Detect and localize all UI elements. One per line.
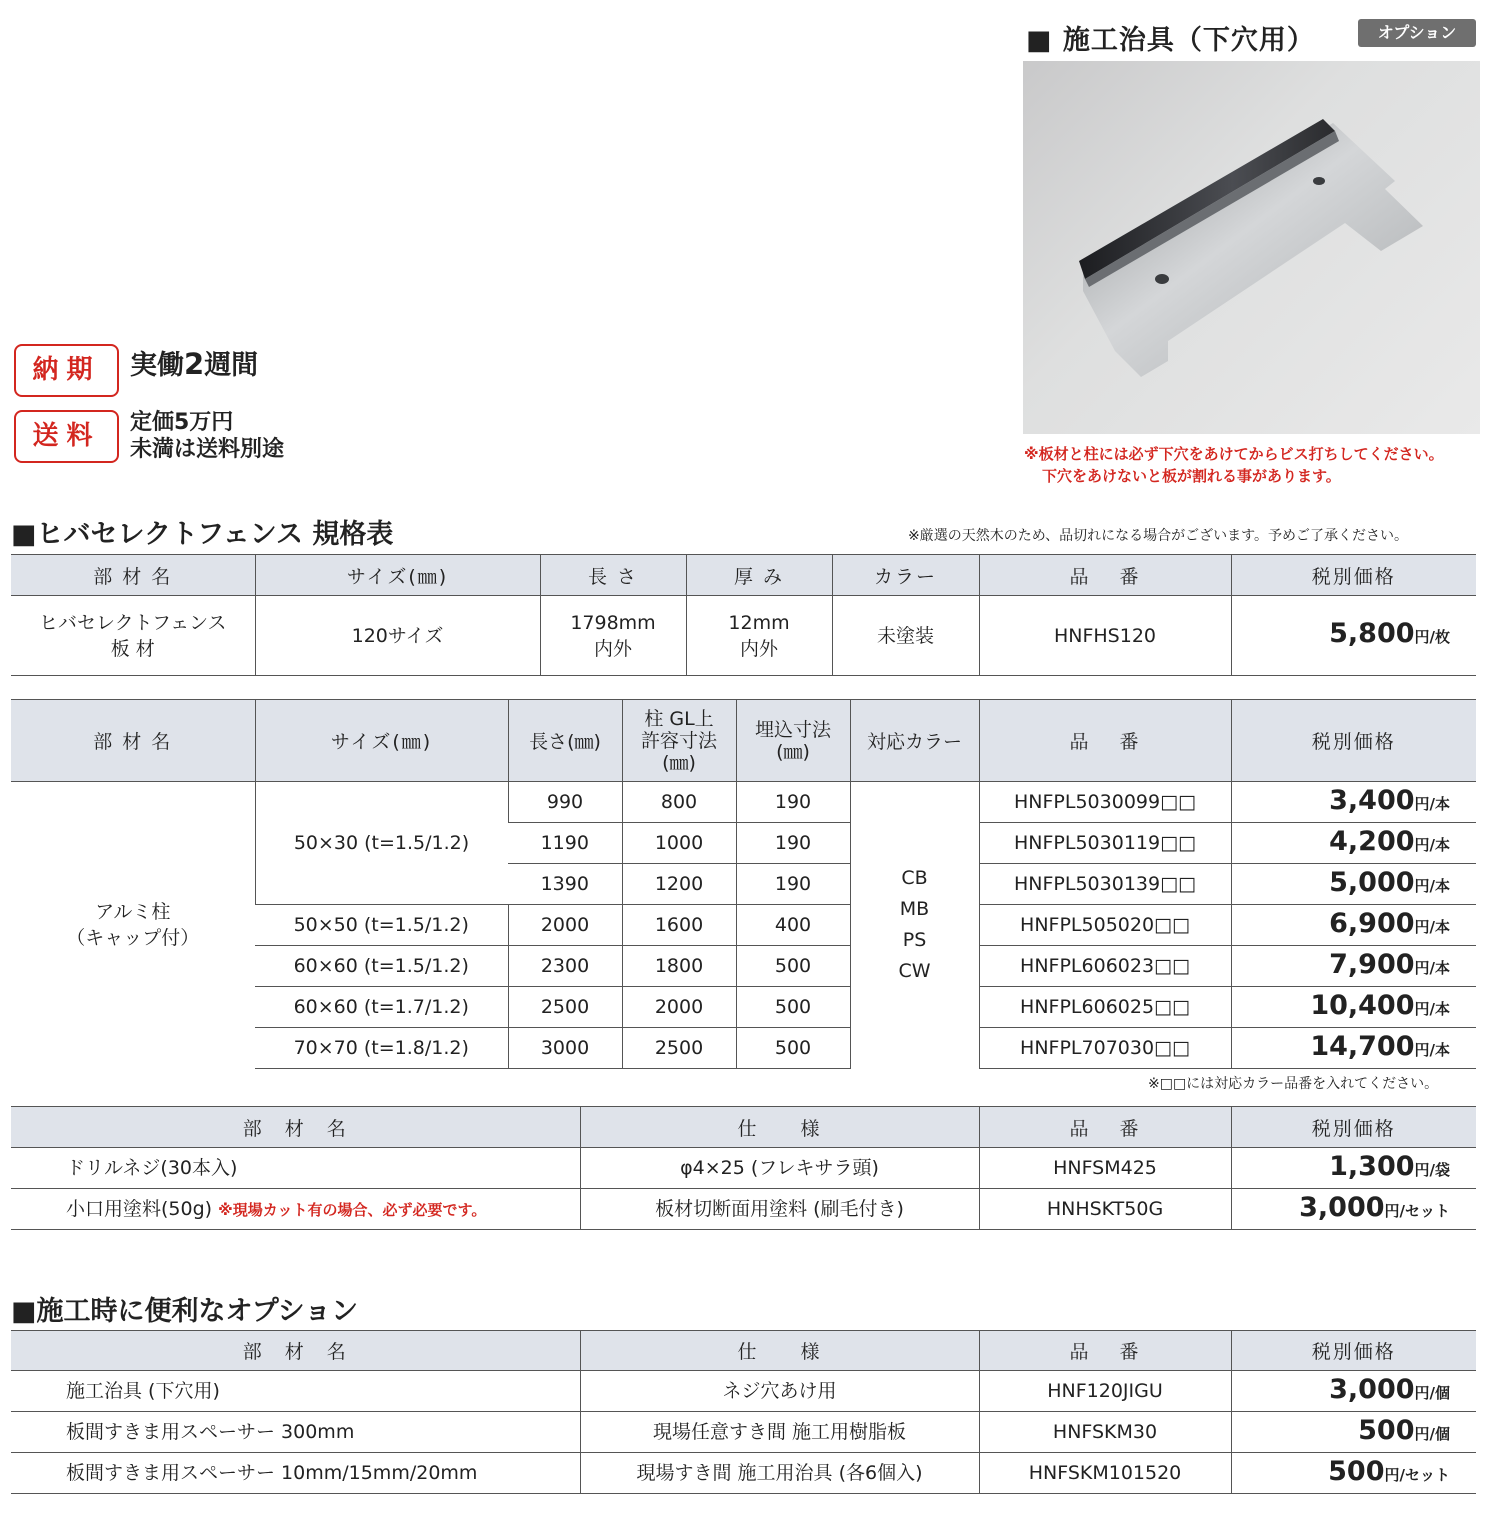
accessory-name [11,1148,580,1189]
spec-section-note: ※厳選の天然木のため、品切れになる場合がございます。予めご了承ください。 [908,528,1409,544]
delivery-badge: 納期 [14,344,119,397]
post-price-value: 6,900 [1329,907,1415,939]
option-name: 板間すきま用スペーサー 10mm/15mm/20mm [11,1453,580,1494]
option-code: HNF120JIGU [979,1371,1231,1412]
post-header-height-line3: (㎜) [662,751,696,774]
accessory-table [11,1106,1476,1230]
options-section-title: ■施工時に便利なオプション [11,1296,359,1327]
post-embed: 190 [736,864,850,905]
accessory-price-unit: 円/袋 [1414,1160,1450,1179]
jig-image-icon [1023,61,1480,434]
option-price-value: 500 [1328,1455,1385,1487]
table-row [11,596,1476,676]
post-price [1231,987,1476,1028]
post-length: 990 [508,782,622,823]
post-price [1231,782,1476,823]
delivery-prefix: 実働 [130,350,184,381]
board-header-thickness: 厚 み [686,555,832,596]
shipping-text [130,409,284,463]
board-thickness [686,596,832,676]
delivery-number: 2 [184,347,205,381]
accessory-header-price: 税別価格 [1231,1107,1476,1148]
board-length [540,596,686,676]
post-price-value: 10,400 [1310,989,1415,1021]
option-badge: オプション [1358,19,1476,47]
table-row [11,1453,1476,1494]
post-header-height-line1: 柱 GL上 [644,707,714,730]
board-table [11,554,1476,676]
post-price-unit: 円/本 [1414,794,1450,813]
accessory-header-code: 品 番 [979,1107,1231,1148]
post-price [1231,946,1476,987]
shipping-line1: 定価5万円 [130,410,234,435]
post-header-embed-line2: (㎜) [776,740,810,763]
color-ps: PS [902,929,927,952]
board-name [11,596,255,676]
post-code: HNFPL5030099□□ [979,782,1231,823]
accessory-header-name: 部 材 名 [11,1107,580,1148]
post-price [1231,864,1476,905]
post-price-unit: 円/本 [1414,876,1450,895]
photo-note-line1: ※板材と柱には必ず下穴をあけてからビス打ちしてください。 [1024,445,1444,463]
option-spec: 現場すき間 施工用治具 (各6個入) [580,1453,979,1494]
post-header-height [622,700,736,782]
post-price-unit: 円/本 [1414,835,1450,854]
accessory-name-text: 小口用塗料(50g) [66,1197,213,1220]
post-table [11,699,1476,1069]
color-mb: MB [899,898,930,921]
post-size: 50×50 (t=1.5/1.2) [255,905,508,946]
post-header-height-line2: 許容寸法 [640,729,717,752]
option-price-unit: 円/個 [1414,1424,1450,1443]
board-color: 未塗装 [832,596,979,676]
color-cb: CB [901,867,928,890]
post-header-length: 長さ(㎜) [508,700,622,782]
post-price-unit: 円/本 [1414,999,1450,1018]
post-length: 1390 [508,864,622,905]
table-row [11,1148,1476,1189]
option-price-value: 500 [1358,1414,1415,1446]
post-name-line2: （キャップ付） [66,927,200,950]
post-name [11,782,255,1069]
post-price-unit: 円/本 [1414,1040,1450,1059]
option-price [1231,1453,1476,1494]
post-code: HNFPL707030□□ [979,1028,1231,1069]
board-header-price: 税別価格 [1231,555,1476,596]
options-header-code: 品 番 [979,1331,1231,1371]
post-code: HNFPL5030139□□ [979,864,1231,905]
option-spec: 現場任意すき間 施工用樹脂板 [580,1412,979,1453]
board-length-line2: 内外 [593,637,632,660]
option-title: ■ 施工治具（下穴用） [1026,25,1315,56]
post-code: HNFPL606025□□ [979,987,1231,1028]
post-colors [850,782,979,1069]
table-row [11,1412,1476,1453]
post-price-value: 3,400 [1329,784,1415,816]
board-thickness-line1: 12mm [728,611,790,634]
accessory-price-value: 1,300 [1329,1150,1415,1182]
option-price-unit: 円/セット [1384,1465,1450,1484]
table-row [11,1371,1476,1412]
accessory-price-unit: 円/セット [1384,1201,1450,1220]
post-height: 1000 [622,823,736,864]
post-code: HNFPL505020□□ [979,905,1231,946]
post-height: 2000 [622,987,736,1028]
post-height: 1200 [622,864,736,905]
options-table [11,1330,1476,1494]
accessory-code: HNHSKT50G [979,1189,1231,1230]
option-code: HNFSKM30 [979,1412,1231,1453]
post-price-unit: 円/本 [1414,958,1450,977]
post-price-value: 14,700 [1310,1030,1415,1062]
post-length: 2000 [508,905,622,946]
post-code: HNFPL606023□□ [979,946,1231,987]
photo-note [1024,443,1444,487]
photo-note-line2: 下穴をあけないと板が割れる事があります。 [1042,467,1341,485]
post-price [1231,905,1476,946]
post-length: 3000 [508,1028,622,1069]
accessory-code: HNFSM425 [979,1148,1231,1189]
accessory-header-spec: 仕 様 [580,1107,979,1148]
shipping-badge: 送料 [14,410,119,463]
post-price-unit: 円/本 [1414,917,1450,936]
post-embed: 500 [736,1028,850,1069]
post-header-size: サイズ(㎜) [255,700,508,782]
board-header-size: サイズ(㎜) [255,555,540,596]
board-price-unit: 円/枚 [1414,628,1450,646]
option-name: 板間すきま用スペーサー 300mm [11,1412,580,1453]
post-embed: 190 [736,823,850,864]
post-header-embed [736,700,850,782]
accessory-name-note: ※現場カット有の場合、必ず必要です。 [218,1200,487,1219]
option-price [1231,1412,1476,1453]
post-height: 1800 [622,946,736,987]
post-embed: 190 [736,782,850,823]
board-thickness-line2: 内外 [739,637,778,660]
post-size: 50×30 (t=1.5/1.2) [255,782,508,905]
jig-photo [1023,61,1480,434]
board-header-color: カラー [832,555,979,596]
post-table-note: ※□□には対応カラー品番を入れてください。 [1148,1076,1439,1092]
post-size: 60×60 (t=1.7/1.2) [255,987,508,1028]
post-code: HNFPL5030119□□ [979,823,1231,864]
post-price [1231,1028,1476,1069]
accessory-price [1231,1189,1476,1230]
post-price-value: 7,900 [1329,948,1415,980]
shipping-line2: 未満は送料別途 [130,437,285,462]
post-price [1231,823,1476,864]
board-name-line1: ヒバセレクトフェンス [38,611,227,634]
post-embed: 500 [736,946,850,987]
board-name-line2: 板 材 [110,637,155,660]
delivery-text [130,347,259,381]
post-embed: 400 [736,905,850,946]
post-header-color: 対応カラー [850,700,979,782]
option-price-unit: 円/個 [1414,1383,1450,1402]
color-cw: CW [898,960,931,983]
board-size: 120サイズ [255,596,540,676]
option-name: 施工治具 (下穴用) [11,1371,580,1412]
board-header-length: 長 さ [540,555,686,596]
post-height: 800 [622,782,736,823]
option-price [1231,1371,1476,1412]
post-header-code: 品 番 [979,700,1231,782]
options-header-spec: 仕 様 [580,1331,979,1371]
board-price-value: 5,800 [1329,618,1415,649]
table-row [11,1189,1476,1230]
spec-section-title: ■ヒバセレクトフェンス 規格表 [11,519,394,550]
post-length: 1190 [508,823,622,864]
accessory-price [1231,1148,1476,1189]
post-header-name: 部 材 名 [11,700,255,782]
options-header-name: 部 材 名 [11,1331,580,1371]
post-length: 2300 [508,946,622,987]
post-header-price: 税別価格 [1231,700,1476,782]
table-row [11,782,1476,823]
post-embed: 500 [736,987,850,1028]
post-size: 70×70 (t=1.8/1.2) [255,1028,508,1069]
board-price [1231,596,1476,676]
post-length: 2500 [508,987,622,1028]
post-price-value: 5,000 [1329,866,1415,898]
accessory-name-text: ドリルネジ(30本入) [66,1157,238,1179]
option-price-value: 3,000 [1329,1373,1415,1405]
accessory-price-value: 3,000 [1299,1191,1385,1223]
post-height: 2500 [622,1028,736,1069]
post-header-embed-line1: 埋込寸法 [754,718,831,741]
option-spec: ネジ穴あけ用 [580,1371,979,1412]
accessory-spec: 板材切断面用塗料 (刷毛付き) [580,1189,979,1230]
accessory-spec: φ4×25 (フレキサラ頭) [580,1148,979,1189]
board-code: HNFHS120 [979,596,1231,676]
board-header-name: 部 材 名 [11,555,255,596]
board-header-code: 品 番 [979,555,1231,596]
post-name-line1: アルミ柱 [95,901,171,924]
post-height: 1600 [622,905,736,946]
accessory-name [11,1189,580,1230]
post-size: 60×60 (t=1.5/1.2) [255,946,508,987]
board-length-line1: 1798mm [570,611,656,634]
option-code: HNFSKM101520 [979,1453,1231,1494]
delivery-suffix: 週間 [204,350,259,381]
post-price-value: 4,200 [1329,825,1415,857]
options-header-price: 税別価格 [1231,1331,1476,1371]
